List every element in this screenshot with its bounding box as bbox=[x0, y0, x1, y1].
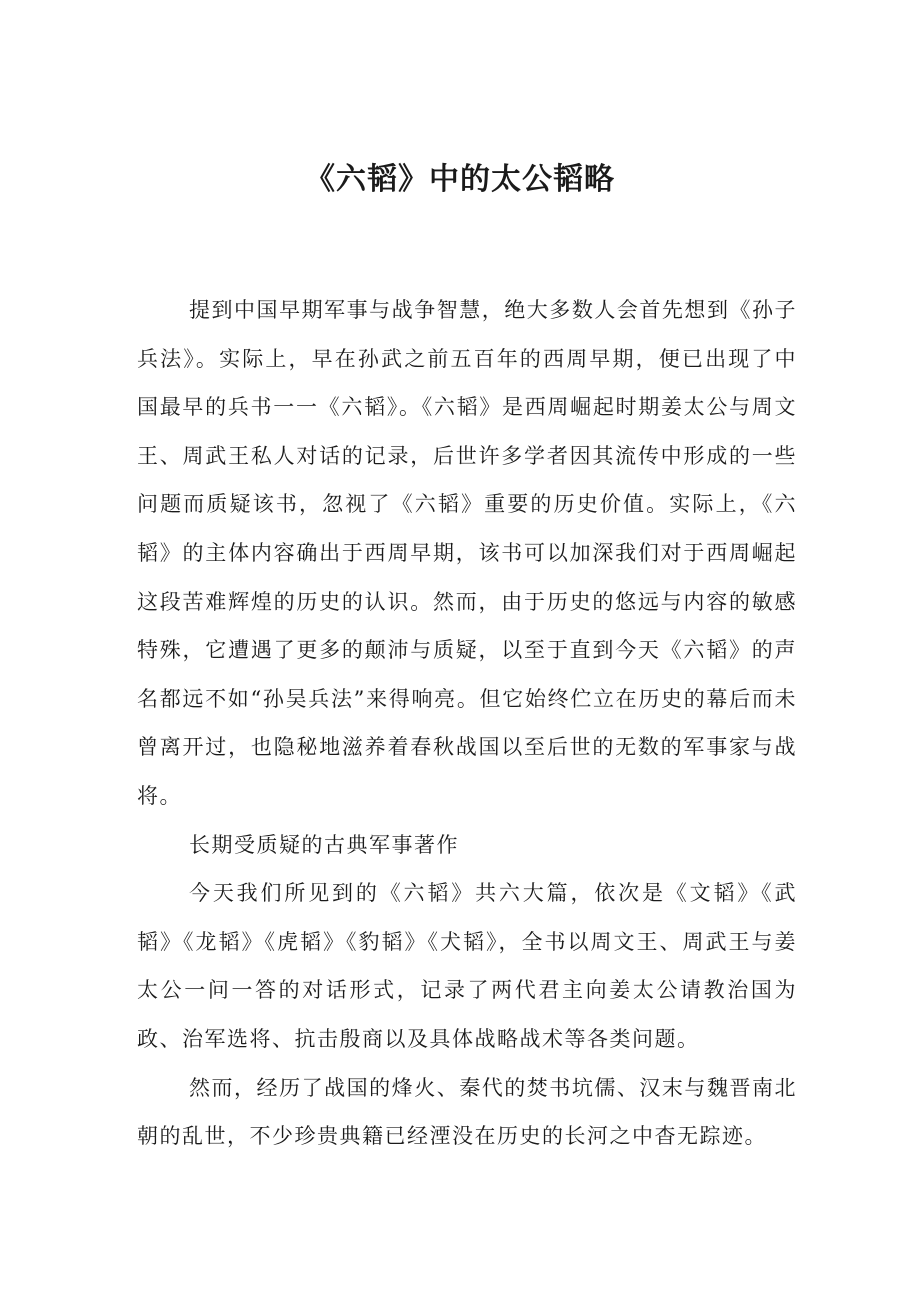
paragraph-structure: 今天我们所见到的《六韬》共六大篇，依次是《文韬》《武韬》《龙韬》《虎韬》《豹韬》《犬韬》，全书以周文王、周武王与姜太公一问一答的对话形式，记录了两代君主向姜太公请教治国为政、治军选将、抗击殷商以及具体战略战术等各类问题。 bbox=[137, 881, 797, 1051]
section-heading: 长期受质疑的古典军事著作 bbox=[189, 832, 459, 857]
document-body bbox=[137, 286, 797, 1161]
paragraph-intro: 提到中国早期军事与战争智慧，绝大多数人会首先想到《孙子兵法》。实际上，早在孙武之前五百年的西周早期，便已出现了中国最早的兵书一一《六韬》。《六韬》是西周崛起时期姜太公与周文王、周武王私人对话的记录，后世许多学者因其流传中形成的一些问题而质疑该书，忽视了《六韬》重要的历史价值。实际上，《六韬》的主体内容确出于西周早期，该书可以加深我们对于西周崛起这段苦难辉煌的历史的认识。然而，由于历史的悠远与内容的敏感特殊，它遭遇了更多的颠沛与质疑，以至于直到今天《六韬》的声名都远不如“孙吴兵法”来得响亮。但它始终伫立在历史的幕后而未曾离开过，也隐秘地滋养着春秋战国以至后世的无数的军事家与战将。 bbox=[137, 298, 797, 808]
paragraph-history: 然而，经历了战国的烽火、秦代的焚书坑儒、汉末与魏晋南北朝的乱世，不少珍贵典籍已经湮没在历史的长河之中杳无踪迹。 bbox=[137, 1075, 797, 1149]
document-title: 《六韬》中的太公韬略 bbox=[305, 162, 615, 197]
